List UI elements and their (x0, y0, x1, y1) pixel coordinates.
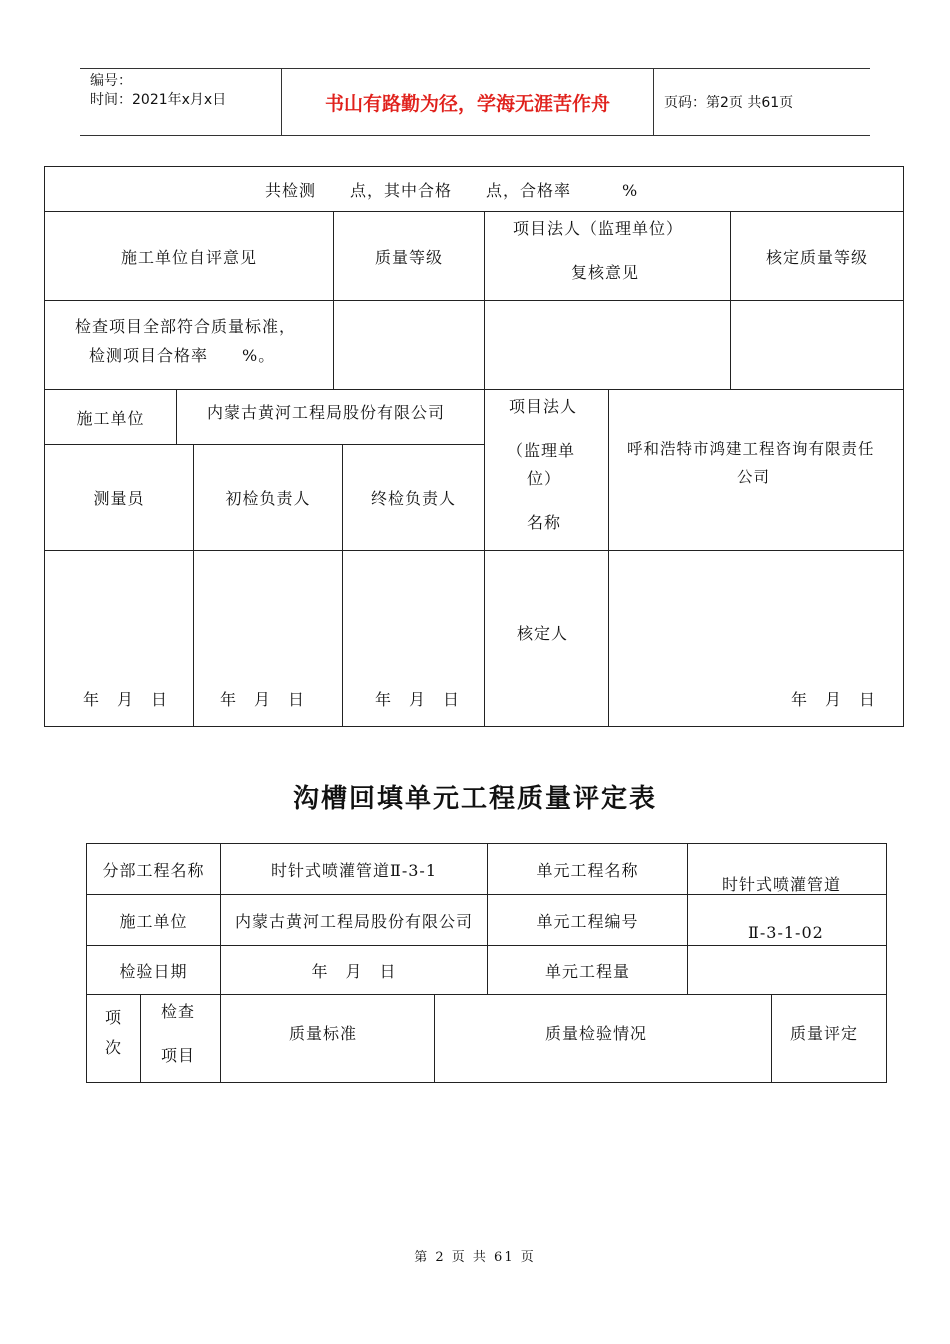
quality-grade-value (333, 300, 485, 390)
legal-person-name-label: 项目法人 （监理单 位） 名称 (484, 389, 609, 551)
initial-inspector-label: 初检负责人 (193, 444, 343, 551)
header-meta (80, 69, 282, 135)
inspection-summary: 共检测 点，其中合格 点，合格率 % (44, 166, 904, 212)
header-time: 时间：2021年x月x日 (90, 92, 227, 108)
inspection-date-label: 检验日期 (86, 945, 221, 995)
final-inspector-sign: 年 月 日 (342, 550, 485, 727)
legal-person-review-header: 项目法人（监理单位） 复核意见 (484, 211, 731, 301)
unit-quantity-label: 单元工程量 (487, 945, 688, 995)
page-header (80, 68, 870, 136)
construction-unit-value-2: 内蒙古黄河工程局股份有限公司 (220, 894, 488, 946)
initial-inspector-sign: 年 月 日 (193, 550, 343, 727)
check-item-header: 检查 项目 (140, 994, 221, 1083)
unit-number-label: 单元工程编号 (487, 894, 688, 946)
surveyor-sign: 年 月 日 (44, 550, 194, 727)
approver-label: 核定人 (484, 550, 609, 727)
subproject-label: 分部工程名称 (86, 843, 221, 895)
page-footer: 第 2 页 共 61 页 (414, 1250, 536, 1265)
surveyor-label: 测量员 (44, 444, 194, 551)
inspection-date-value: 年 月 日 (220, 945, 488, 995)
verified-grade-header: 核定质量等级 (730, 211, 904, 301)
self-eval-content: 检查项目全部符合质量标准， 检测项目合格率 %。 (44, 300, 334, 390)
unit-number-value: Ⅱ-3-1-02 (687, 894, 887, 946)
quality-grade-header: 质量等级 (333, 211, 485, 301)
unit-project-value: 时针式喷灌管道 (687, 843, 887, 895)
form-title: 沟槽回填单元工程质量评定表 (292, 784, 657, 814)
item-no-header: 项 次 (86, 994, 141, 1083)
unit-project-label: 单元工程名称 (487, 843, 688, 895)
construction-unit-label: 施工单位 (44, 389, 177, 445)
quality-inspection-header: 质量检验情况 (434, 994, 772, 1083)
unit-quantity-value (687, 945, 887, 995)
supervisor-name: 呼和浩特市鸿建工程咨询有限责任 公司 (608, 389, 904, 551)
approver-sign: 年 月 日 (608, 550, 904, 727)
construction-unit-name: 内蒙古黄河工程局股份有限公司 (176, 389, 485, 445)
legal-person-review-value (484, 300, 731, 390)
construction-unit-label-2: 施工单位 (86, 894, 221, 946)
quality-standard-header: 质量标准 (220, 994, 435, 1083)
quality-eval-header: 质量评定 (771, 994, 887, 1083)
self-eval-header: 施工单位自评意见 (44, 211, 334, 301)
header-motto: 书山有路勤为径，学海无涯苦作舟 (282, 69, 654, 135)
subproject-value: 时针式喷灌管道Ⅱ-3-1 (220, 843, 488, 895)
verified-grade-value (730, 300, 904, 390)
header-page-info: 页码：第2页 共61页 (664, 95, 794, 111)
final-inspector-label: 终检负责人 (342, 444, 485, 551)
header-number: 编号： (90, 73, 132, 89)
